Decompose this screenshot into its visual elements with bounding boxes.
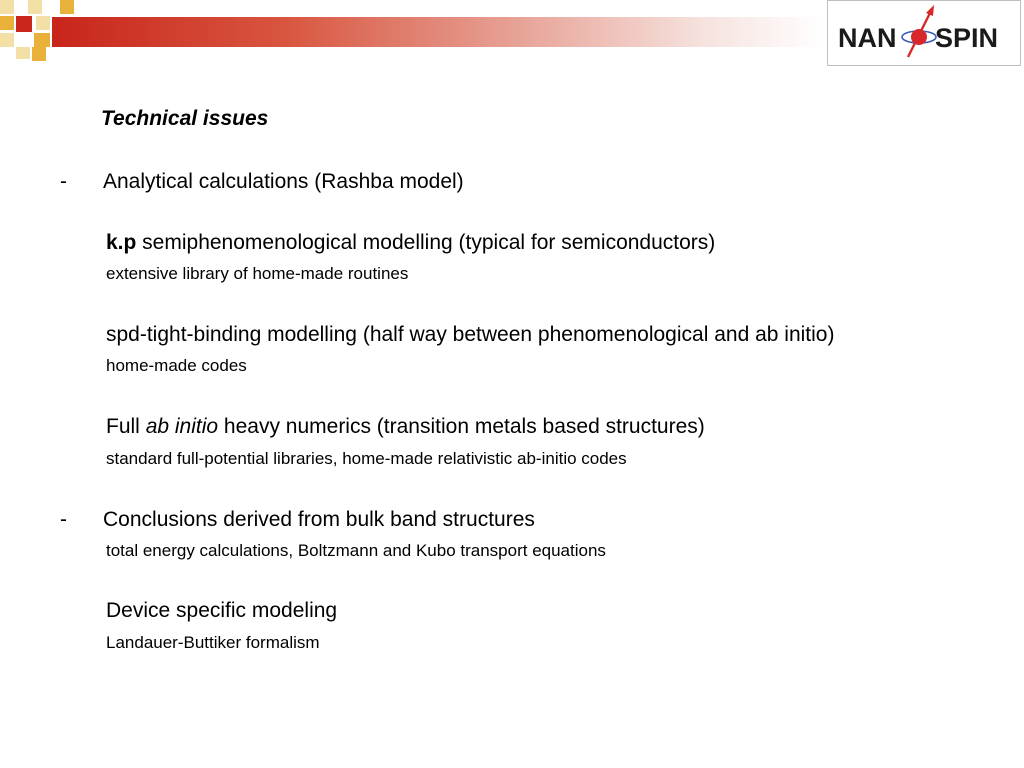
logo-text-right: SPIN: [935, 23, 999, 53]
decor-square: [0, 33, 14, 47]
item-ab-initio-italic: ab initio: [145, 415, 219, 438]
decor-square: [28, 0, 42, 14]
decor-square: [0, 0, 14, 14]
item-kp: [106, 232, 715, 253]
logo-text-left: NAN: [838, 23, 897, 53]
item-ab-initio-prefix: Full: [106, 415, 146, 438]
decor-square: [32, 47, 46, 61]
item-ab-initio-text: heavy numerics (transition metals based structures): [218, 415, 705, 438]
decor-square: [16, 33, 32, 47]
decor-square: [16, 16, 32, 32]
item-conclusions: Conclusions derived from bulk band structures: [103, 508, 535, 531]
nanospin-logo-graphic: [828, 1, 1022, 67]
decor-square: [60, 0, 74, 14]
decor-square: [16, 47, 30, 59]
decor-square: [0, 16, 14, 30]
item-kp-bold: k.p: [106, 231, 137, 254]
bullet-marker: -: [60, 170, 67, 193]
nanospin-logo: [827, 0, 1021, 66]
item-ab-initio: [106, 416, 705, 437]
item-conclusions-detail: total energy calculations, Boltzmann and Kubo transport equations: [106, 541, 606, 560]
decor-square: [34, 33, 50, 47]
bullet-marker: -: [60, 508, 67, 531]
item-analytical: Analytical calculations (Rashba model): [103, 170, 464, 193]
spin-arrowhead-icon: [926, 5, 934, 16]
decor-square: [36, 16, 50, 30]
item-tight-binding: spd-tight-binding modelling (half way between phenomenological and ab initio): [106, 323, 835, 346]
header-gradient-bar: [52, 17, 822, 47]
slide-title: Technical issues: [101, 107, 269, 130]
item-ab-initio-detail: standard full-potential libraries, home-made relativistic ab-initio codes: [106, 449, 627, 468]
spin-arrow-icon: [908, 11, 931, 57]
item-kp-detail: extensive library of home-made routines: [106, 264, 409, 283]
decor-square: [14, 0, 28, 14]
item-device-detail: Landauer-Buttiker formalism: [106, 633, 320, 652]
item-kp-text: semiphenomenological modelling (typical for semiconductors): [136, 231, 716, 254]
item-tight-binding-detail: home-made codes: [106, 356, 247, 375]
item-device: Device specific modeling: [106, 599, 338, 622]
